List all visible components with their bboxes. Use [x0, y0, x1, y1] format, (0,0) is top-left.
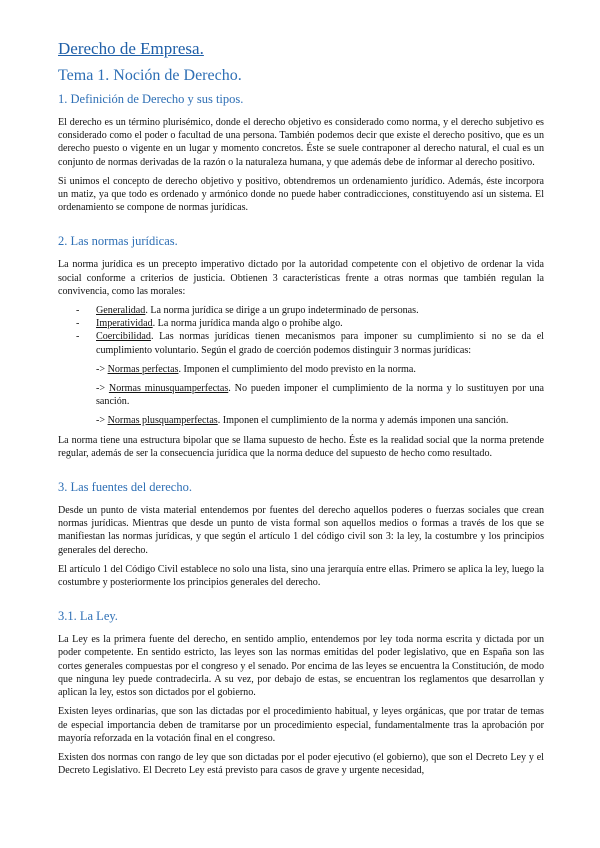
- section-3-1-heading: 3.1. La Ley.: [58, 609, 118, 624]
- list-marker: -: [76, 305, 80, 317]
- paragraph: Desde un punto de vista material entendemos por fuentes del derecho aquellos poderes o fuerzas sociales que crean normas jurídicas. Mientras que desde un punto de vista formal son aquellos medios o formas a través de los que se manifiestan las normas jurídicas, y que según el artículo 1 del código civil son 3: la ley, la costumbre y los principios generales del derecho.: [58, 505, 544, 556]
- sub-item-text: . No pueden imponer el cumplimiento de la norma y lo sustituyen por una sanción.: [96, 383, 544, 408]
- term: Normas perfectas: [107, 363, 179, 375]
- paragraph: La norma tiene una estructura bipolar que se llama supuesto de hecho. Éste es la realidad social que la norma pretende regular, además de ser la consecuencia jurídica que la norma deduce del supuesto de hecho como resultado.: [58, 434, 544, 459]
- arrow-prefix: ->: [96, 383, 109, 395]
- term: Normas minusquamperfectas: [108, 383, 229, 395]
- paragraph: La Ley es la primera fuente del derecho, en sentido amplio, entendemos por ley toda norma escrita y dictada por un poder competente. En sentido estricto, las leyes son las normas emitidas del poder legislativo, que en España son las cortes generales compuestas por el congreso y el senado. Por encima de las leyes se encuentra la Constitución, de modo que ninguna ley puede contradecirla. A su vez, por debajo de estas, se encuentran los reglamentos que desarrollan y aplican la ley, estos son dictados por el gobierno.: [58, 634, 544, 699]
- list-item: [58, 304, 544, 317]
- term: Coercibilidad: [96, 331, 151, 343]
- section-2-heading: 2. Las normas jurídicas.: [58, 234, 178, 249]
- arrow-prefix: ->: [96, 363, 108, 375]
- term: Generalidad: [96, 305, 146, 317]
- sub-item: [58, 382, 544, 408]
- topic-heading: Tema 1. Noción de Derecho.: [58, 67, 242, 84]
- characteristics-list: [58, 304, 544, 357]
- list-item-text: . La norma jurídica manda algo o prohíbe algo.: [152, 318, 343, 330]
- list-item: [58, 330, 544, 356]
- list-marker: -: [76, 331, 80, 343]
- sub-item: [58, 363, 544, 376]
- section-3-heading: 3. Las fuentes del derecho.: [58, 480, 192, 495]
- sub-item-text: . Imponen el cumplimiento del modo previsto en la norma.: [178, 363, 416, 375]
- list-marker: -: [76, 318, 80, 330]
- paragraph: La norma jurídica es un precepto imperativo dictado por la autoridad competente con el objetivo de ordenar la vida social conforme a criterios de justicia. Obtienen 3 características frente a otras normas que también regulan la convivencia, como las morales:: [58, 259, 544, 297]
- paragraph: El derecho es un término plurisémico, donde el derecho objetivo es considerado como norma, y el derecho subjetivo es considerado como el poder o facultad de una persona. También podemos decir que existe el derecho positivo, que es un derecho puesto o vigente en un lugar y momento concretos. Éste se suele contraponer al derecho natural, el cual es un conjunto de normas derivadas de la razón o la naturaleza humana, y que además debe de informar al derecho positivo.: [58, 117, 544, 168]
- term: Imperatividad: [96, 318, 153, 330]
- term: Normas plusquamperfectas: [107, 415, 218, 427]
- paragraph: Si unimos el concepto de derecho objetivo y positivo, obtendremos un ordenamiento jurídico. Además, éste incorpora un matiz, ya que todo es ordenado y armónico donde no puede haber contradicciones, constituyendo así un sistema. El ordenamiento se compone de normas jurídicas.: [58, 175, 544, 214]
- section-1-heading: 1. Definición de Derecho y sus tipos.: [58, 92, 244, 106]
- document-title: Derecho de Empresa.: [58, 39, 204, 58]
- paragraph: Existen dos normas con rango de ley que son dictadas por el poder ejecutivo (el gobierno), que son el Decreto Ley y el Decreto Legislativo. El Decreto Ley está previsto para casos de grave y urgente necesidad,: [58, 751, 544, 777]
- document-page: [58, 38, 544, 783]
- paragraph: El artículo 1 del Código Civil establece no solo una lista, sino una jerarquía entre ellas. Primero se aplica la ley, luego la costumbre y posteriormente los principios generales del derecho.: [58, 563, 544, 589]
- sub-item: [58, 414, 544, 427]
- sub-item-text: . Imponen el cumplimiento de la norma y además imponen una sanción.: [217, 415, 509, 427]
- list-item-text: . Las normas jurídicas tienen mecanismos para imponer su cumplimiento si no se da el cumplimiento voluntario. Según el grado de coerción podemos distinguir 3 normas jurídicas:: [96, 331, 544, 356]
- list-item-text: . La norma jurídica se dirige a un grupo indeterminado de personas.: [145, 305, 419, 317]
- arrow-prefix: ->: [96, 415, 108, 427]
- paragraph: Existen leyes ordinarias, que son las dictadas por el procedimiento habitual, y leyes orgánicas, que por tratar de temas de especial importancia deben de tramitarse por un procedimiento especial, fundamentalmente tras la aprobación por mayoría reforzada en la votación final en el congreso.: [58, 706, 544, 744]
- list-item: [58, 317, 544, 330]
